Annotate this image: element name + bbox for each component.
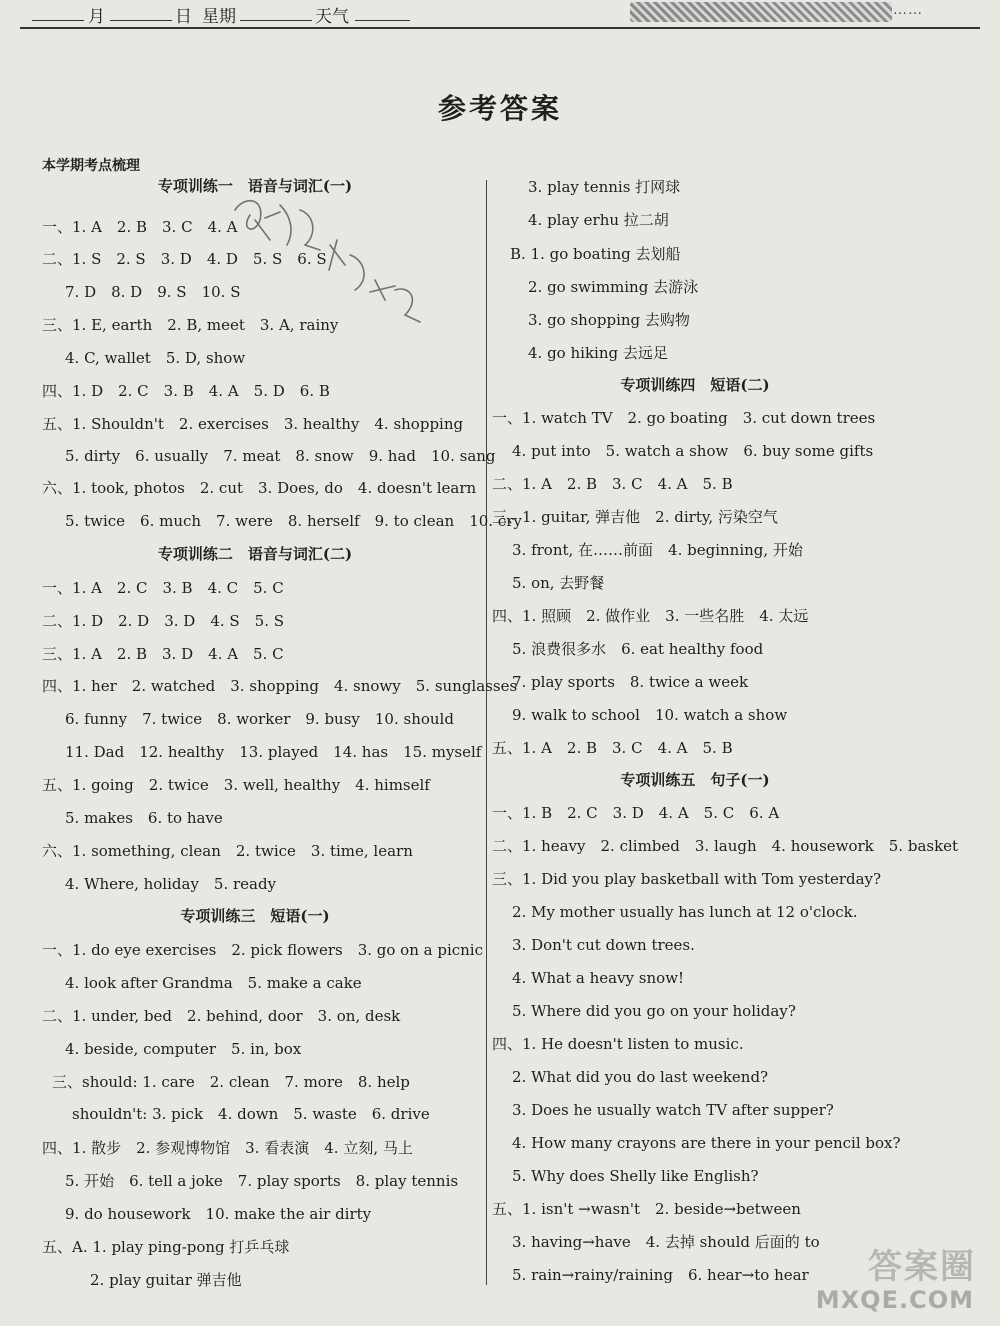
- section-heading: 专项训练三 短语(一): [180, 907, 330, 925]
- answer-line: 3. play tennis 打网球: [528, 178, 681, 196]
- answer-line: 三、1. guitar, 弹吉他 2. dirty, 污染空气: [492, 508, 778, 526]
- watermark-url: MXQE.COM: [815, 1286, 974, 1314]
- answer-line: 5. dirty 6. usually 7. meat 8. snow 9. had 10. sang: [65, 447, 496, 465]
- date-header: [20, 0, 620, 27]
- answer-line: 4. look after Grandma 5. make a cake: [65, 974, 362, 992]
- answer-line: 一、1. do eye exercises 2. pick flowers 3. go on a picnic: [42, 941, 483, 959]
- header-rule: [20, 27, 980, 29]
- answer-line: 2. go swimming 去游泳: [528, 278, 699, 296]
- handwriting-scribble: [225, 190, 435, 335]
- answer-line: shouldn't: 3. pick 4. down 5. waste 6. drive: [72, 1105, 430, 1123]
- answer-line: 7. play sports 8. twice a week: [512, 673, 749, 691]
- watermark-logo: 答案圈: [868, 1247, 976, 1287]
- header-dots: ……: [893, 2, 923, 18]
- answer-line: 一、1. watch TV 2. go boating 3. cut down trees: [492, 409, 876, 427]
- answer-line: 5. Why does Shelly like English?: [512, 1167, 759, 1185]
- answer-line: 5. 浪费很多水 6. eat healthy food: [512, 640, 764, 658]
- answer-line: B. 1. go boating 去划船: [510, 245, 681, 263]
- answer-line: 四、1. 散步 2. 参观博物馆 3. 看表演 4. 立刻, 马上: [42, 1139, 413, 1157]
- day-label: 日: [175, 7, 192, 27]
- answer-line: 5. makes 6. to have: [65, 809, 223, 827]
- answer-line: 四、1. her 2. watched 3. shopping 4. snowy 5. sunglasses: [42, 677, 518, 695]
- answer-line: 一、1. A 2. B 3. C 4. A: [42, 218, 238, 236]
- answer-line: 二、1. A 2. B 3. C 4. A 5. B: [492, 475, 733, 493]
- answer-line: 2. My mother usually has lunch at 12 o'clock.: [512, 903, 858, 921]
- section-heading: 专项训练四 短语(二): [620, 376, 770, 394]
- answer-line: 5. rain→rainy/raining 6. hear→to hear: [512, 1266, 809, 1284]
- answer-line: 六、1. something, clean 2. twice 3. time, learn: [42, 842, 413, 860]
- answer-line: 4. go hiking 去远足: [528, 344, 668, 362]
- answer-line: 5. 开始 6. tell a joke 7. play sports 8. play tennis: [65, 1172, 459, 1190]
- weekday-blank: [240, 20, 312, 21]
- answer-line: 四、1. 照顾 2. 做作业 3. 一些名胜 4. 太远: [492, 607, 809, 625]
- section-heading: 专项训练五 句子(一): [620, 771, 770, 789]
- answer-line: 三、1. Did you play basketball with Tom yesterday?: [492, 870, 882, 888]
- month-blank: [32, 20, 84, 21]
- section-heading: 专项训练二 语音与词汇(二): [157, 545, 353, 563]
- header-decoration: [630, 2, 892, 22]
- day-blank: [110, 20, 172, 21]
- weather-blank: [355, 20, 410, 21]
- answer-line: 五、A. 1. play ping-pong 打乒乓球: [42, 1238, 290, 1256]
- answer-line: 2. play guitar 弹吉他: [90, 1271, 242, 1289]
- answer-line: 5. on, 去野餐: [512, 574, 605, 592]
- answer-line: 2. What did you do last weekend?: [512, 1068, 769, 1086]
- answer-line: 五、1. A 2. B 3. C 4. A 5. B: [492, 739, 733, 757]
- answer-line: 四、1. D 2. C 3. B 4. A 5. D 6. B: [42, 382, 330, 400]
- answer-line: 4. Where, holiday 5. ready: [65, 875, 277, 893]
- answer-line: 4. put into 5. watch a show 6. buy some gifts: [512, 442, 874, 460]
- section-title: 本学期考点梳理: [42, 158, 140, 174]
- answer-line: 4. What a heavy snow!: [512, 969, 685, 987]
- answer-line: 4. How many crayons are there in your pencil box?: [512, 1134, 901, 1152]
- answer-line: 一、1. B 2. C 3. D 4. A 5. C 6. A: [492, 804, 780, 822]
- answer-line: 4. play erhu 拉二胡: [528, 211, 669, 229]
- answer-line: 一、1. A 2. C 3. B 4. C 5. C: [42, 579, 284, 597]
- answer-line: 六、1. took, photos 2. cut 3. Does, do 4. doesn't learn: [42, 479, 477, 497]
- answer-line: 二、1. S 2. S 3. D 4. D 5. S 6. S: [42, 250, 327, 268]
- answer-line: 5. twice 6. much 7. were 8. herself 9. to clean 10. cry: [65, 512, 522, 530]
- answer-line: 5. Where did you go on your holiday?: [512, 1002, 796, 1020]
- answer-line: 五、1. Shouldn't 2. exercises 3. healthy 4. shopping: [42, 415, 464, 433]
- answer-line: 三、1. A 2. B 3. D 4. A 5. C: [42, 645, 284, 663]
- answer-line: 3. front, 在……前面 4. beginning, 开始: [512, 541, 803, 559]
- answer-line: 3. having→have 4. 去掉 should 后面的 to: [512, 1233, 820, 1251]
- weather-label: 天气: [315, 7, 349, 27]
- weekday-label: 星期: [202, 7, 236, 27]
- answer-line: 3. go shopping 去购物: [528, 311, 690, 329]
- section-heading: 专项训练一 语音与词汇(一): [157, 177, 353, 195]
- answer-line: 4. beside, computer 5. in, box: [65, 1040, 302, 1058]
- page-title: 参考答案: [437, 92, 562, 125]
- answer-line: 三、should: 1. care 2. clean 7. more 8. help: [52, 1073, 410, 1091]
- column-divider: [486, 180, 487, 1285]
- answer-line: 11. Dad 12. healthy 13. played 14. has 15. myself: [65, 743, 482, 761]
- answer-line: 三、1. E, earth 2. B, meet 3. A, rainy: [42, 316, 339, 334]
- answer-line: 五、1. going 2. twice 3. well, healthy 4. himself: [42, 776, 430, 794]
- answer-line: 3. Does he usually watch TV after supper?: [512, 1101, 834, 1119]
- answer-line: 五、1. isn't →wasn't 2. beside→between: [492, 1200, 801, 1218]
- answer-line: 二、1. D 2. D 3. D 4. S 5. S: [42, 612, 285, 630]
- answer-line: 3. Don't cut down trees.: [512, 936, 695, 954]
- answer-line: 四、1. He doesn't listen to music.: [492, 1035, 744, 1053]
- answer-line: 二、1. under, bed 2. behind, door 3. on, desk: [42, 1007, 401, 1025]
- answer-line: 二、1. heavy 2. climbed 3. laugh 4. housework 5. basket: [492, 837, 959, 855]
- answer-line: 9. do housework 10. make the air dirty: [65, 1205, 372, 1223]
- month-label: 月: [88, 7, 105, 27]
- answer-line: 4. C, wallet 5. D, show: [65, 349, 246, 367]
- answer-line: 6. funny 7. twice 8. worker 9. busy 10. should: [65, 710, 454, 728]
- answer-line: 9. walk to school 10. watch a show: [512, 706, 788, 724]
- answer-line: 7. D 8. D 9. S 10. S: [65, 283, 241, 301]
